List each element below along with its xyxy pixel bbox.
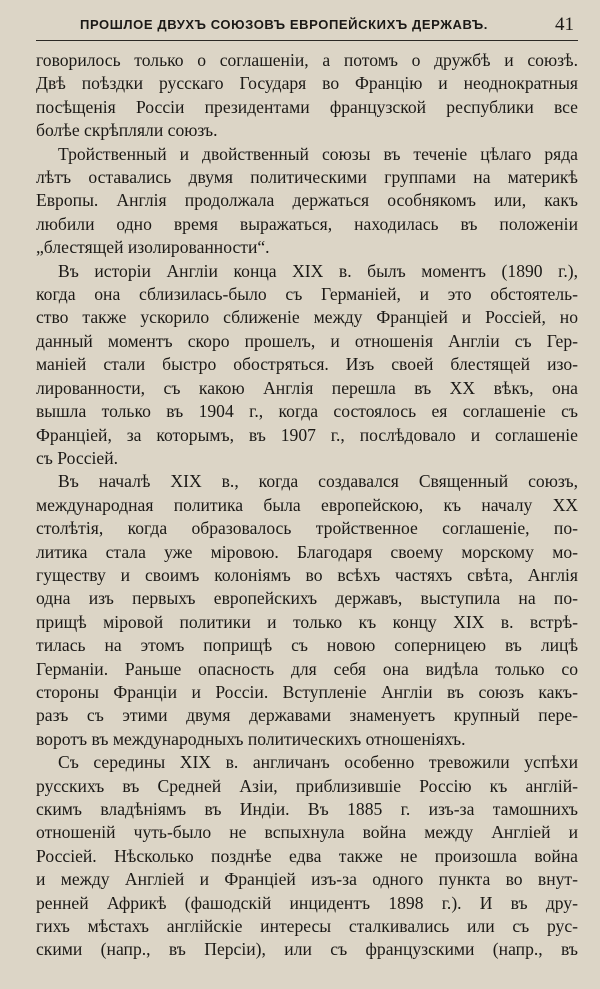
text-line: литика стала уже міровою. Благодаря своему морскому мо- <box>36 541 578 562</box>
text-line: ренней Африкѣ (фашодскій инцидентъ 1898 г.). И въ дру- <box>36 892 578 913</box>
text-line: болѣе скрѣпляли союзъ. <box>36 120 218 141</box>
text-line: стороны Франціи и Россіи. Вступленіе Англіи въ союзъ какъ- <box>36 681 578 702</box>
text-line: любили одно время выражаться, находилась въ положеніи <box>36 213 578 234</box>
text-line: отношеній чуть-было не вспыхнула война между Англіей и <box>36 822 578 843</box>
text-line: Двѣ поѣздки русскаго Государя во Францію и неоднократныя <box>36 73 578 94</box>
paragraph <box>36 470 578 751</box>
paragraph <box>36 49 578 143</box>
text-line: скими (напр., въ Персіи), или съ французскими (напр., въ <box>36 939 578 960</box>
body-text <box>36 49 578 962</box>
text-line: воротъ въ международныхъ политическихъ отношеніяхъ. <box>36 728 466 749</box>
text-line: скимъ владѣніямъ въ Индіи. Въ 1885 г. изъ-за тамошнихъ <box>36 799 578 819</box>
paragraph <box>36 260 578 471</box>
text-line: Германіи. Раньше опасность для себя она видѣла только со <box>36 658 578 679</box>
text-line: международная политика была европейскою, къ началу XX <box>36 494 578 515</box>
text-line: Въ исторіи Англіи конца XIX в. былъ моментъ (1890 г.), <box>58 260 578 281</box>
text-line: Россіей. Нѣсколько позднѣе едва также не произошла война <box>36 845 578 866</box>
text-line: ство также ускорило сближеніе между Франціей и Россіей, но <box>36 307 578 328</box>
text-line: посѣщенія Россіи президентами французской республики все <box>36 96 578 117</box>
text-line: Съ середины XIX в. англичанъ особенно тревожили успѣхи <box>58 752 578 773</box>
text-line: столѣтія, когда образовалось тройственное соглашеніе, по- <box>36 518 578 539</box>
text-line: разъ съ этими двумя державами знаменуетъ крупный пере- <box>36 705 578 726</box>
text-line: вышла только въ 1904 г., когда состоялось ея соглашеніе съ <box>36 401 578 422</box>
text-line: когда она сблизилась-было съ Германіей, и это обстоятель- <box>36 284 578 305</box>
text-line: данный моментъ скоро прошелъ, и отношенія Англіи съ Гер- <box>36 330 578 351</box>
paragraph <box>36 751 578 962</box>
text-line: прищѣ міровой политики и только къ концу XIX в. встрѣ- <box>36 611 578 632</box>
text-line: Франціей, за которымъ, въ 1907 г., послѣдовало и соглашеніе <box>36 424 578 445</box>
running-head: ПРОШЛОЕ ДВУХЪ СОЮЗОВЪ ЕВРОПЕЙСКИХЪ ДЕРЖАВЪ. <box>80 17 488 32</box>
text-line: Европы. Англія продолжала держаться особнякомъ или, какъ <box>36 190 578 211</box>
text-line: лированности, съ какою Англія перешла въ XX вѣкъ, она <box>36 377 578 398</box>
text-line: маніей стали быстро обостряться. Изъ своей блестящей изо- <box>36 354 578 375</box>
text-line: лѣтъ оставались двумя политическими группами на материкѣ <box>36 167 578 188</box>
text-line: тилась на этомъ поприщѣ съ новою соперницею въ лицѣ <box>36 635 578 656</box>
text-line: „блестящей изолированности“. <box>36 237 270 258</box>
text-line: съ Россіей. <box>36 447 119 468</box>
text-line: говорилось только о соглашеніи, а потомъ о дружбѣ и союзѣ. <box>36 50 578 70</box>
text-line: одна изъ первыхъ европейскихъ державъ, выступила на по- <box>36 588 578 609</box>
text-line: гуществу и своимъ колоніямъ во всѣхъ частяхъ свѣта, Англія <box>36 564 578 585</box>
text-line: Въ началѣ XIX в., когда создавался Священный союзъ, <box>58 471 578 492</box>
paragraph <box>36 143 578 260</box>
text-line: гихъ мѣстахъ англійскіе интересы сталкивались или съ рус- <box>36 916 578 937</box>
text-line: русскихъ въ Средней Азіи, приблизившіе Россію къ англій- <box>36 775 578 796</box>
page-number: 41 <box>555 14 574 35</box>
text-line: Тройственный и двойственный союзы въ теченіе цѣлаго ряда <box>58 143 578 164</box>
page-header <box>36 14 578 41</box>
text-line: и между Англіей и Франціей изъ-за одного пункта во внут- <box>36 869 578 890</box>
